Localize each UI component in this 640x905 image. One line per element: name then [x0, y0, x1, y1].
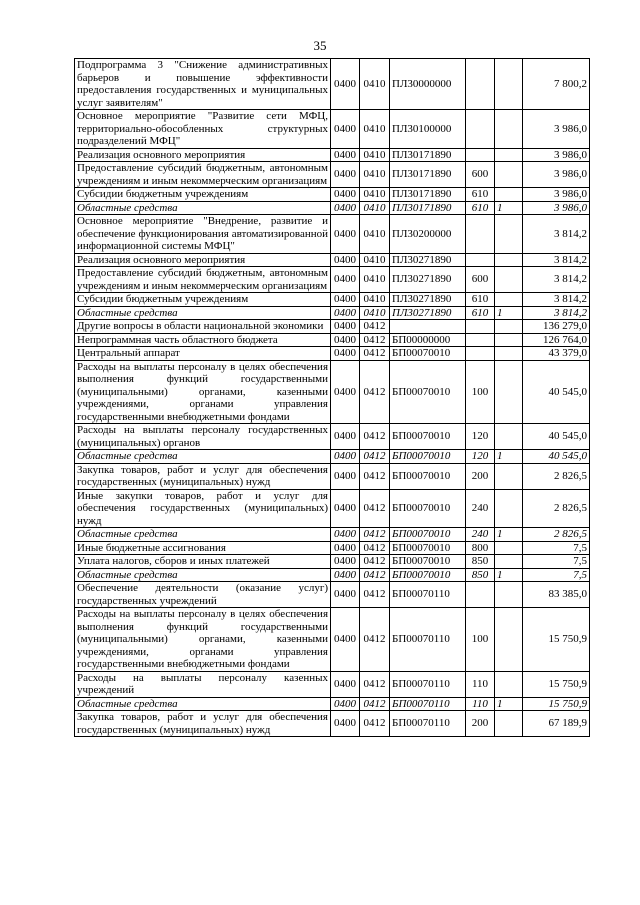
amount: 2 826,5	[523, 528, 590, 542]
row-name: Другие вопросы в области национальной экономики	[75, 320, 331, 334]
table-row-regional-funds	[75, 306, 590, 320]
page-number: 35	[313, 38, 327, 53]
section-code: 0400	[331, 267, 360, 293]
expense-type-code: 200	[466, 463, 495, 489]
row-name: Областные средства	[75, 568, 331, 582]
section-code: 0400	[331, 671, 360, 697]
section-code: 0400	[331, 489, 360, 528]
amount: 126 764,0	[523, 333, 590, 347]
expense-type-code	[466, 333, 495, 347]
funding-source	[495, 463, 523, 489]
subsection-code: 0412	[360, 489, 390, 528]
funding-source	[495, 541, 523, 555]
table-row	[75, 253, 590, 267]
section-code: 0400	[331, 541, 360, 555]
row-name: Областные средства	[75, 201, 331, 215]
expense-type-code: 100	[466, 608, 495, 672]
target-article-code: ПЛ30171890	[390, 148, 466, 162]
target-article-code: БП00070010	[390, 450, 466, 464]
row-name: Иные закупки товаров, работ и услуг для обеспечения государственных (муниципальных) нужд	[75, 489, 331, 528]
expense-type-code: 120	[466, 450, 495, 464]
target-article-code: БП00070110	[390, 608, 466, 672]
subsection-code: 0412	[360, 555, 390, 569]
target-article-code: ПЛ30100000	[390, 110, 466, 149]
amount: 15 750,9	[523, 671, 590, 697]
table-row	[75, 333, 590, 347]
target-article-code: ПЛ30171890	[390, 201, 466, 215]
target-article-code: БП00070110	[390, 711, 466, 737]
amount: 40 545,0	[523, 450, 590, 464]
row-name: Реализация основного мероприятия	[75, 253, 331, 267]
subsection-code: 0412	[360, 608, 390, 672]
table-row-regional-funds	[75, 697, 590, 711]
amount: 15 750,9	[523, 697, 590, 711]
section-code: 0400	[331, 293, 360, 307]
row-name: Предоставление субсидий бюджетным, автономным учреждениям и иным некоммерческим организациям	[75, 267, 331, 293]
subsection-code: 0410	[360, 162, 390, 188]
subsection-code: 0410	[360, 267, 390, 293]
table-row	[75, 463, 590, 489]
target-article-code: БП00070010	[390, 463, 466, 489]
expense-type-code: 200	[466, 711, 495, 737]
funding-source	[495, 253, 523, 267]
expense-type-code: 110	[466, 697, 495, 711]
budget-table	[74, 58, 590, 737]
section-code: 0400	[331, 463, 360, 489]
section-code: 0400	[331, 188, 360, 202]
row-name: Подпрограмма 3 "Снижение административных барьеров и повышение эффективности предоставления государственных и муниципальных услуг заявителям"	[75, 59, 331, 110]
subsection-code: 0410	[360, 148, 390, 162]
target-article-code: БП00070110	[390, 697, 466, 711]
row-name: Расходы на выплаты персоналу в целях обеспечения выполнения функций государственными (муниципальными) органами, казенными учреждениями, органами управления государственными внебюджетными фондами	[75, 608, 331, 672]
table-row	[75, 293, 590, 307]
table-row	[75, 188, 590, 202]
amount: 2 826,5	[523, 489, 590, 528]
table-row-regional-funds	[75, 201, 590, 215]
section-code: 0400	[331, 253, 360, 267]
expense-type-code	[466, 59, 495, 110]
row-name: Областные средства	[75, 697, 331, 711]
expense-type-code: 100	[466, 360, 495, 424]
table-row	[75, 582, 590, 608]
table-row	[75, 320, 590, 334]
amount: 43 379,0	[523, 347, 590, 361]
section-code: 0400	[331, 162, 360, 188]
row-name: Областные средства	[75, 450, 331, 464]
row-name: Субсидии бюджетным учреждениям	[75, 293, 331, 307]
table-row	[75, 59, 590, 110]
funding-source: 1	[495, 697, 523, 711]
amount: 3 986,0	[523, 110, 590, 149]
row-name: Центральный аппарат	[75, 347, 331, 361]
funding-source: 1	[495, 306, 523, 320]
section-code: 0400	[331, 528, 360, 542]
funding-source: 1	[495, 528, 523, 542]
expense-type-code	[466, 320, 495, 334]
funding-source	[495, 360, 523, 424]
funding-source	[495, 608, 523, 672]
section-code: 0400	[331, 711, 360, 737]
section-code: 0400	[331, 215, 360, 254]
subsection-code: 0412	[360, 568, 390, 582]
subsection-code: 0412	[360, 450, 390, 464]
row-name: Субсидии бюджетным учреждениям	[75, 188, 331, 202]
funding-source	[495, 320, 523, 334]
section-code: 0400	[331, 697, 360, 711]
funding-source	[495, 59, 523, 110]
target-article-code: ПЛ30171890	[390, 188, 466, 202]
table-row	[75, 110, 590, 149]
section-code: 0400	[331, 320, 360, 334]
table-row	[75, 541, 590, 555]
section-code: 0400	[331, 333, 360, 347]
section-code: 0400	[331, 148, 360, 162]
target-article-code: ПЛ30271890	[390, 293, 466, 307]
target-article-code: БП00070010	[390, 528, 466, 542]
target-article-code: БП00070110	[390, 582, 466, 608]
amount: 3 814,2	[523, 215, 590, 254]
funding-source: 1	[495, 450, 523, 464]
target-article-code	[390, 320, 466, 334]
expense-type-code: 110	[466, 671, 495, 697]
table-row-regional-funds	[75, 528, 590, 542]
target-article-code: БП00000000	[390, 333, 466, 347]
section-code: 0400	[331, 306, 360, 320]
table-row	[75, 555, 590, 569]
expense-type-code: 600	[466, 267, 495, 293]
subsection-code: 0412	[360, 333, 390, 347]
amount: 3 814,2	[523, 306, 590, 320]
row-name: Расходы на выплаты персоналу государственных (муниципальных) органов	[75, 424, 331, 450]
amount: 3 814,2	[523, 267, 590, 293]
row-name: Предоставление субсидий бюджетным, автономным учреждениям и иным некоммерческим организациям	[75, 162, 331, 188]
amount: 2 826,5	[523, 463, 590, 489]
row-name: Основное мероприятие "Внедрение, развитие и обеспечение функционирования автоматизированной информационной системы МФЦ"	[75, 215, 331, 254]
amount: 40 545,0	[523, 360, 590, 424]
amount: 7,5	[523, 541, 590, 555]
expense-type-code: 120	[466, 424, 495, 450]
section-code: 0400	[331, 424, 360, 450]
funding-source	[495, 110, 523, 149]
target-article-code: ПЛ30271890	[390, 253, 466, 267]
subsection-code: 0410	[360, 110, 390, 149]
subsection-code: 0412	[360, 671, 390, 697]
target-article-code: ПЛ30000000	[390, 59, 466, 110]
row-name: Расходы на выплаты персоналу в целях обеспечения выполнения функций государственными (муниципальными) органами, казенными учреждениями, органами управления государственными внебюджетными фондами	[75, 360, 331, 424]
row-name: Областные средства	[75, 306, 331, 320]
row-name: Обеспечение деятельности (оказание услуг) государственных учреждений	[75, 582, 331, 608]
table-row	[75, 671, 590, 697]
funding-source	[495, 215, 523, 254]
subsection-code: 0410	[360, 201, 390, 215]
section-code: 0400	[331, 450, 360, 464]
subsection-code: 0412	[360, 320, 390, 334]
target-article-code: БП00070110	[390, 671, 466, 697]
amount: 15 750,9	[523, 608, 590, 672]
section-code: 0400	[331, 110, 360, 149]
amount: 3 986,0	[523, 148, 590, 162]
funding-source	[495, 162, 523, 188]
funding-source	[495, 347, 523, 361]
expense-type-code: 600	[466, 162, 495, 188]
section-code: 0400	[331, 582, 360, 608]
amount: 7 800,2	[523, 59, 590, 110]
funding-source	[495, 711, 523, 737]
table-row	[75, 215, 590, 254]
expense-type-code: 240	[466, 528, 495, 542]
section-code: 0400	[331, 347, 360, 361]
subsection-code: 0410	[360, 253, 390, 267]
row-name: Областные средства	[75, 528, 331, 542]
expense-type-code: 610	[466, 201, 495, 215]
funding-source	[495, 671, 523, 697]
funding-source	[495, 555, 523, 569]
subsection-code: 0412	[360, 528, 390, 542]
amount: 7,5	[523, 568, 590, 582]
amount: 67 189,9	[523, 711, 590, 737]
row-name: Уплата налогов, сборов и иных платежей	[75, 555, 331, 569]
target-article-code: БП00070010	[390, 568, 466, 582]
target-article-code: БП00070010	[390, 541, 466, 555]
amount: 3 814,2	[523, 253, 590, 267]
section-code: 0400	[331, 555, 360, 569]
section-code: 0400	[331, 608, 360, 672]
row-name: Реализация основного мероприятия	[75, 148, 331, 162]
table-row	[75, 608, 590, 672]
table-row	[75, 162, 590, 188]
subsection-code: 0412	[360, 711, 390, 737]
table-row	[75, 148, 590, 162]
table-row	[75, 347, 590, 361]
target-article-code: ПЛ30271890	[390, 267, 466, 293]
subsection-code: 0412	[360, 541, 390, 555]
section-code: 0400	[331, 59, 360, 110]
subsection-code: 0412	[360, 347, 390, 361]
funding-source	[495, 333, 523, 347]
table-body	[75, 59, 590, 737]
expense-type-code: 610	[466, 188, 495, 202]
amount: 136 279,0	[523, 320, 590, 334]
subsection-code: 0412	[360, 424, 390, 450]
expense-type-code	[466, 215, 495, 254]
expense-type-code	[466, 110, 495, 149]
subsection-code: 0412	[360, 697, 390, 711]
funding-source	[495, 188, 523, 202]
target-article-code: ПЛ30200000	[390, 215, 466, 254]
table-row	[75, 424, 590, 450]
section-code: 0400	[331, 360, 360, 424]
expense-type-code	[466, 582, 495, 608]
subsection-code: 0412	[360, 463, 390, 489]
target-article-code: ПЛ30271890	[390, 306, 466, 320]
table-row	[75, 489, 590, 528]
expense-type-code: 850	[466, 568, 495, 582]
expense-type-code: 850	[466, 555, 495, 569]
funding-source	[495, 489, 523, 528]
row-name: Закупка товаров, работ и услуг для обеспечения государственных (муниципальных) нужд	[75, 711, 331, 737]
target-article-code: БП00070010	[390, 555, 466, 569]
expense-type-code	[466, 148, 495, 162]
expense-type-code	[466, 253, 495, 267]
row-name: Непрограммная часть областного бюджета	[75, 333, 331, 347]
target-article-code: БП00070010	[390, 360, 466, 424]
funding-source: 1	[495, 201, 523, 215]
expense-type-code: 240	[466, 489, 495, 528]
subsection-code: 0412	[360, 360, 390, 424]
target-article-code: БП00070010	[390, 424, 466, 450]
subsection-code: 0410	[360, 306, 390, 320]
expense-type-code: 800	[466, 541, 495, 555]
row-name: Основное мероприятие "Развитие сети МФЦ, территориально-обособленных структурных подразделений МФЦ"	[75, 110, 331, 149]
row-name: Расходы на выплаты персоналу казенных учреждений	[75, 671, 331, 697]
funding-source	[495, 267, 523, 293]
funding-source	[495, 293, 523, 307]
subsection-code: 0410	[360, 188, 390, 202]
section-code: 0400	[331, 568, 360, 582]
amount: 83 385,0	[523, 582, 590, 608]
amount: 3 986,0	[523, 188, 590, 202]
target-article-code: БП00070010	[390, 347, 466, 361]
subsection-code: 0410	[360, 293, 390, 307]
target-article-code: ПЛ30171890	[390, 162, 466, 188]
amount: 3 986,0	[523, 201, 590, 215]
target-article-code: БП00070010	[390, 489, 466, 528]
section-code: 0400	[331, 201, 360, 215]
table-row-regional-funds	[75, 568, 590, 582]
expense-type-code: 610	[466, 293, 495, 307]
expense-type-code	[466, 347, 495, 361]
funding-source: 1	[495, 568, 523, 582]
subsection-code: 0412	[360, 582, 390, 608]
funding-source	[495, 582, 523, 608]
funding-source	[495, 148, 523, 162]
table-row	[75, 360, 590, 424]
funding-source	[495, 424, 523, 450]
table-row	[75, 711, 590, 737]
table-row	[75, 267, 590, 293]
expense-type-code: 610	[466, 306, 495, 320]
subsection-code: 0410	[360, 59, 390, 110]
amount: 3 986,0	[523, 162, 590, 188]
table-row-regional-funds	[75, 450, 590, 464]
row-name: Закупка товаров, работ и услуг для обеспечения государственных (муниципальных) нужд	[75, 463, 331, 489]
amount: 3 814,2	[523, 293, 590, 307]
amount: 40 545,0	[523, 424, 590, 450]
subsection-code: 0410	[360, 215, 390, 254]
amount: 7,5	[523, 555, 590, 569]
row-name: Иные бюджетные ассигнования	[75, 541, 331, 555]
